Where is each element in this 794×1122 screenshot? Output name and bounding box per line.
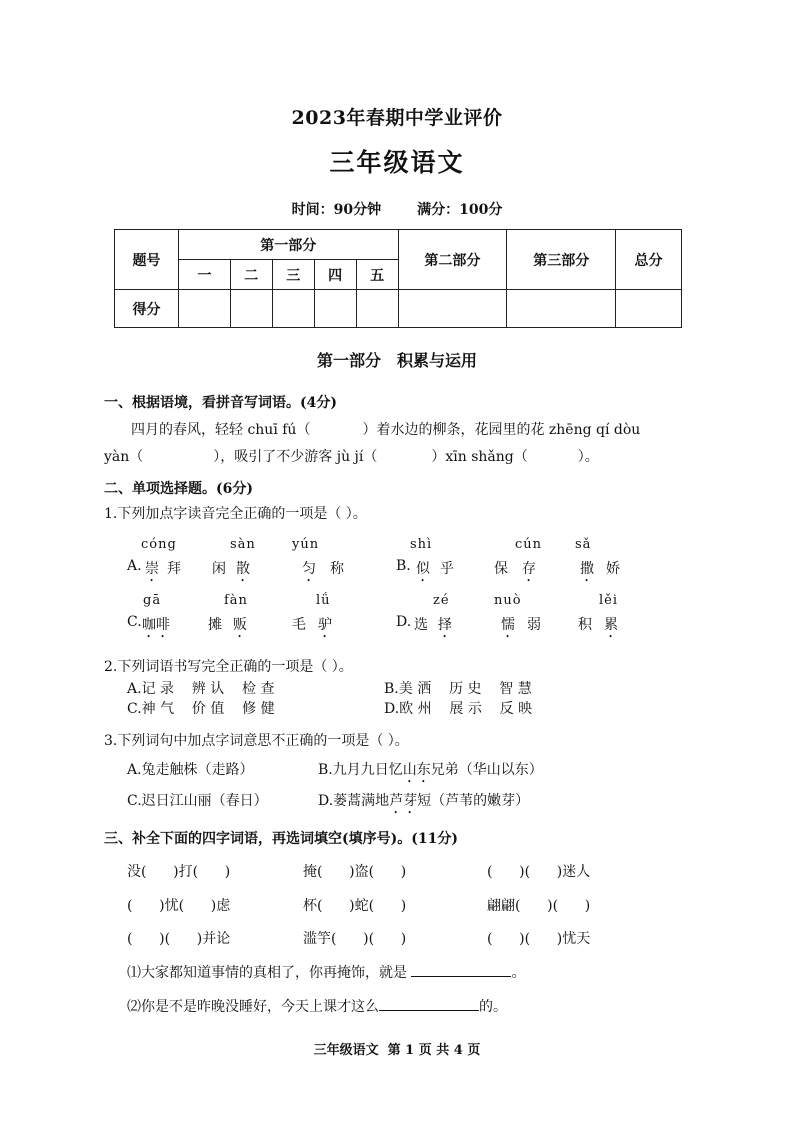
char: 存 [522,561,536,577]
score-cell[interactable] [178,290,230,328]
q2-sub2-c: C.神 气 价 值 修 健 [127,701,275,717]
idiom-item: 滥竽( )( ) [303,931,407,947]
text: 山东 [402,762,431,778]
idiom-item: 翩翩( )( ) [487,898,591,914]
pinyin: fàn [224,593,248,608]
section-title [0,348,794,371]
q2-sub3-b [318,759,543,786]
score-cell[interactable] [314,290,356,328]
text: 的。 [479,999,507,1015]
char: 摊 [208,617,222,633]
section-part: 第一部分 [316,351,381,370]
q2-sub3: 3.下列词句中加点字词意思不正确的一项是（ ）。 [104,733,409,749]
char: 弱 [527,617,541,633]
pinyin: zé [433,593,450,608]
q2-sub2-a: A.记 录 辨 认 检 查 [127,681,275,697]
q1-line2-c: ）xīn shǎng（ [431,449,528,465]
pinyin: nuò [494,593,522,608]
text: 芦芽 [389,793,418,809]
q1-line2-b: ），吸引了不少游客 jù jí（ [213,449,378,465]
exam-title: 2023年春期中学业评价 [291,107,503,129]
char: 毛 [292,617,306,633]
q1-line1-b: ）着水边的柳条，花园里的花 zhēng qí dòu [362,422,641,438]
score-table-header-label: 题号 [115,230,179,290]
q3-heading: 三、补全下面的四字词语，再选词填空(填序号)。(11分) [104,831,458,847]
char: 闲 [212,561,226,577]
q2-sub3-c: C.迟日江山丽（春日） [127,793,268,809]
exam-time: 时间：90分钟 [291,202,382,218]
score-table [114,229,682,328]
idiom-item: ( )( )忧天 [487,931,591,947]
exam-meta [0,199,794,219]
score-table-part2: 第二部分 [398,230,507,290]
exam-full-score: 满分：100分 [417,202,503,218]
score-table-sub: 三 [272,260,314,290]
subject-title: 三年级语文 [329,148,465,177]
char: 匀 [302,561,316,577]
text: B.九月九日忆 [318,762,403,778]
answer-blank[interactable] [379,996,479,1011]
idiom-item: 没( )打( ) [127,864,231,880]
char: 娇 [606,561,620,577]
score-table-part3: 第三部分 [507,230,616,290]
idiom-item: ( )忧( )虑 [127,898,231,914]
q3-fill1 [127,962,525,982]
text: 兄弟（华山以东） [430,762,543,778]
pinyin: lěi [599,593,619,608]
score-table-sub: 一 [178,260,230,290]
pinyin: shì [410,537,433,552]
score-table-total: 总分 [616,230,682,290]
text: ⑵你是不是昨晚没睡好，今天上课才这么 [127,999,379,1015]
pinyin: sǎ [575,537,592,552]
q2-heading: 二、单项选择题。(6分) [104,481,253,497]
pinyin: yún [292,537,320,552]
q2-sub2-d: D.欧 州 展 示 反 映 [384,701,533,717]
score-cell[interactable] [398,290,507,328]
score-table-sub: 二 [230,260,272,290]
char: 似 [416,561,430,577]
q1-line2-d: ）。 [577,449,599,465]
score-table-sub: 四 [314,260,356,290]
char: 贩 [233,617,247,633]
q1-line1-a: 四月的春风，轻轻 chuī fú（ [131,422,311,438]
answer-blank[interactable] [411,962,511,977]
idiom-item: ( )( )并论 [127,931,231,947]
score-cell[interactable] [616,290,682,328]
text: ⑴大家都知道事情的真相了，你再掩饰，就是 [127,965,407,981]
char: 积 [578,617,592,633]
score-cell[interactable] [272,290,314,328]
pinyin: gā [143,593,162,608]
q2-sub2-b: B.美 洒 历 史 智 慧 [384,681,532,697]
q2-sub1: 1.下列加点字读音完全正确的一项是（ ）。 [104,506,367,522]
q3-fill2 [127,996,507,1016]
option-a-label: A. [127,558,142,574]
text: 。 [511,965,526,981]
char: 撒 [580,561,594,577]
char: 咖啡 [142,617,170,633]
char: 崇 [145,561,159,577]
char: 驴 [318,617,332,633]
q1-line1 [131,419,640,439]
q2-sub2: 2.下列词语书写完全正确的一项是（ ）。 [104,659,353,675]
score-table-part1: 第一部分 [178,230,398,260]
page-footer: 三年级语文 第 1 页 共 4 页 [313,1043,481,1058]
idiom-item: ( )( )迷人 [487,864,591,880]
q1-line2 [104,446,599,466]
option-d-label: D. [396,614,412,630]
score-cell[interactable] [507,290,616,328]
q2-sub3-d [318,790,529,817]
q2-sub3-a: A.兔走触株（走路） [127,762,254,778]
pinyin: lǘ [316,593,331,608]
char: 选 [414,617,428,633]
q1-line2-a: yàn（ [104,449,144,465]
char: 乎 [440,561,454,577]
score-cell[interactable] [230,290,272,328]
char: 散 [236,561,250,577]
char: 懦 [501,617,515,633]
char: 保 [494,561,508,577]
char: 拜 [167,561,181,577]
idiom-item: 掩( )盗( ) [303,864,407,880]
char: 称 [330,561,344,577]
pinyin: cún [515,537,543,552]
q1-heading: 一、根据语境，看拼音写词语。(4分) [104,395,337,411]
text: D.蒌蒿满地 [318,793,390,809]
idiom-item: 杯( )蛇( ) [303,898,407,914]
section-name: 积累与运用 [397,351,478,370]
score-table-row-label: 得分 [115,290,179,328]
score-table-sub: 五 [356,260,398,290]
pinyin: sàn [230,537,256,552]
text: 短（芦苇的嫩芽） [417,793,530,809]
option-b-label: B. [396,558,411,574]
option-c-label: C. [127,614,142,630]
pinyin: cóng [141,537,177,552]
char: 累 [604,617,618,633]
score-cell[interactable] [356,290,398,328]
char: 择 [438,617,452,633]
